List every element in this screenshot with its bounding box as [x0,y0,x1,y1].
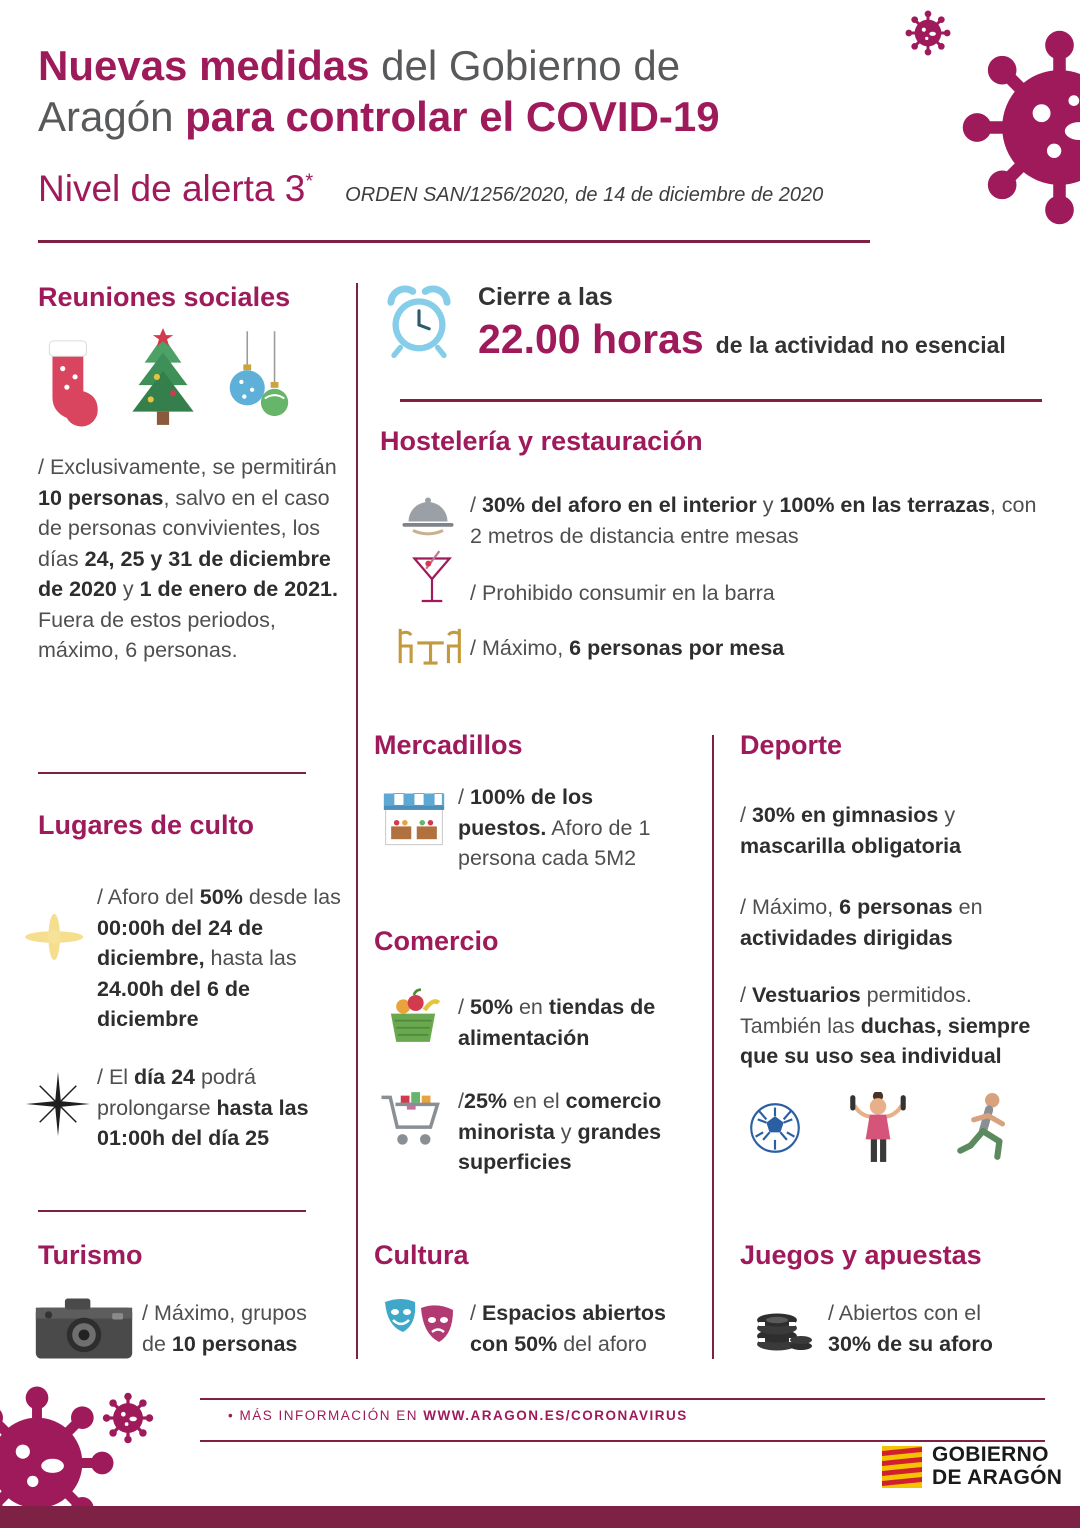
hosteleria-item-2: / Prohibido consumir en la barra [470,581,775,605]
divider [400,399,1042,402]
closure-prefix: Cierre a las [478,283,613,311]
closure-row [478,316,1006,363]
poker-chips-icon [750,1294,816,1354]
ornaments-icon [218,330,296,430]
culto-item-1: / Aforo del 50% desde las 00:00h del 24 de diciembre, hasta las 24.00h del 6 de diciembre [97,885,341,1032]
logo-text [932,1444,1062,1489]
shopping-cart-icon [378,1088,448,1154]
turismo-body: / Máximo, grupos de 10 personas [142,1301,307,1356]
logo-line1: GOBIERNO [932,1443,1049,1466]
page-title-line2: Aragón para controlar el COVID-19 [38,93,720,141]
section-title-deporte: Deporte [740,730,843,760]
section-title-hosteleria: Hostelería y restauración [380,426,703,456]
food-basket-icon [382,986,444,1050]
logo-line2: DE ARAGÓN [932,1465,1063,1489]
star-icon [26,1072,90,1136]
alarm-clock-icon [380,282,458,360]
mercadillos-body: / 100% de los puestos. Aforo de 1 persona cada 5M2 [458,785,651,871]
serving-dish-icon [398,490,458,538]
runner-icon [954,1092,1016,1164]
closure-time: 22.00 horas [478,316,704,362]
soccer-ball-icon [748,1101,802,1155]
aragon-flag-icon [882,1446,922,1488]
gobierno-aragon-logo [882,1444,1062,1489]
vertical-divider [356,283,358,1359]
section-title-turismo: Turismo [38,1240,143,1270]
bottom-bar [0,1506,1080,1528]
cultura-body: / Espacios abiertos con 50% del aforo [470,1301,666,1356]
camera-icon [34,1294,134,1364]
candle-glow-icon [20,908,100,966]
hosteleria-item-1: / 30% del aforo en el interior y 100% en las terrazas, con 2 metros de distancia entre mesas [470,493,1037,548]
culto-item-2: / El día 24 podrá prolongarse hasta las 01:00h del día 25 [97,1065,309,1151]
weightlifter-icon [846,1092,910,1164]
comercio-item-2: /25% en el comercio minorista y grandes superficies [458,1089,662,1175]
coronavirus-icon-bottom-small [100,1390,156,1446]
alert-level-text: Nivel de alerta 3 [38,168,306,209]
section-title-reuniones: Reuniones sociales [38,282,291,312]
closure-suffix: de la actividad no esencial [715,332,1006,358]
header-divider [38,240,870,243]
page-title-line1: Nuevas medidas del Gobierno de [38,42,681,89]
divider [38,772,306,774]
alert-row [38,168,823,210]
footer-divider-top [200,1398,1045,1400]
deporte-item-2: / Máximo, 6 personas en actividades dirigidas [740,895,983,950]
deporte-item-1: / 30% en gimnasios y mascarilla obligatoria [740,803,962,858]
christmas-icons [36,328,296,430]
page-title [38,40,938,142]
sports-icons [748,1092,1016,1164]
coronavirus-icon [952,20,1080,235]
vertical-divider [712,735,714,1359]
section-title-comercio: Comercio [374,926,499,956]
deporte-item-3: / Vestuarios permitidos. También las duchas, siempre que su uso sea individual [740,983,1031,1069]
stocking-icon [36,334,108,430]
footer-info: • MÁS INFORMACIÓN EN WWW.ARAGON.ES/CORONAVIRUS [228,1408,688,1423]
section-title-juegos: Juegos y apuestas [740,1240,982,1270]
alert-level [38,168,313,210]
order-reference: ORDEN SAN/1256/2020, de 14 de diciembre de 2020 [345,184,824,206]
section-title-culto: Lugares de culto [38,810,255,840]
christmas-tree-icon [120,328,206,430]
reuniones-body: / Exclusivamente, se permitirán 10 personas, salvo en el caso de personas convivientes, los días 24, 25 y 31 de diciembre de 2020 y 1 de enero de 2021. Fuera de estos periodos, máximo, 6 personas. [38,455,338,663]
closure-block [478,283,1006,363]
section-title-mercadillos: Mercadillos [374,730,523,760]
divider [38,1210,306,1212]
cocktail-icon [410,542,454,616]
hosteleria-item-3: / Máximo, 6 personas por mesa [470,636,785,660]
juegos-body: / Abiertos con el 30% de su aforo [828,1301,993,1356]
footer-divider-bottom [200,1440,1045,1442]
section-title-cultura: Cultura [374,1240,469,1270]
comercio-item-1: / 50% en tiendas de alimentación [458,995,656,1050]
theater-masks-icon [378,1296,460,1356]
market-stall-icon [382,788,446,852]
alert-asterisk: * [305,170,314,193]
coronavirus-icon-small [903,8,953,58]
table-chairs-icon [394,622,464,670]
